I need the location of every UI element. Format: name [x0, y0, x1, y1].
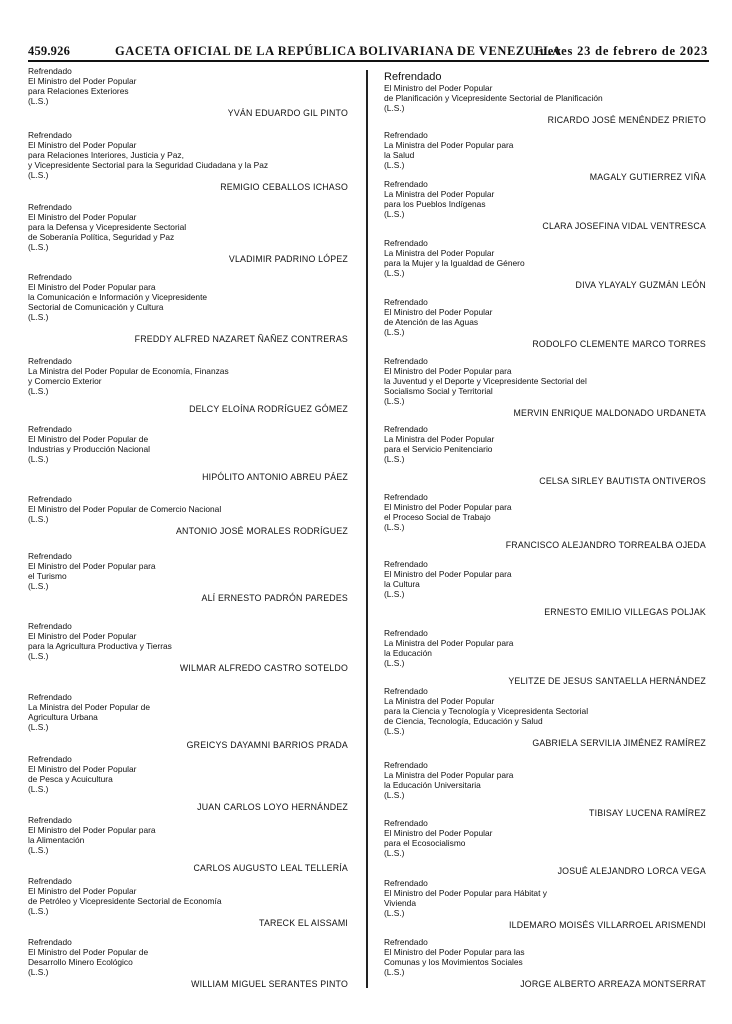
- seal-mark: (L.S.): [384, 267, 405, 278]
- refrendado-label: Refrendado: [384, 559, 428, 569]
- signatory-name: ALÍ ERNESTO PADRÓN PAREDES: [201, 592, 348, 603]
- refrendado-label: Refrendado: [384, 179, 428, 189]
- refrendo-entry: [28, 622, 348, 674]
- seal-mark: (L.S.): [28, 241, 49, 252]
- ministry-line: El Ministro del Poder Popular de: [28, 433, 149, 444]
- ministry-line: la Comunicación e Información y Vicepresidente: [28, 291, 208, 302]
- ministry-line: la Salud: [384, 149, 415, 160]
- ministry-line: la Juventud y el Deporte y Vicepresidente Sectorial del: [384, 375, 587, 386]
- issue-date: Jueves 23 de febrero de 2023: [532, 44, 708, 58]
- ministry-line: de Pesca y Acuicultura: [28, 773, 113, 784]
- refrendo-entry: [384, 425, 706, 487]
- ministry-line: la Cultura: [384, 578, 420, 589]
- refrendado-label: Refrendado: [28, 937, 72, 947]
- ministry-line: El Ministro del Poder Popular de: [28, 946, 149, 957]
- seal-mark: (L.S.): [28, 844, 49, 855]
- refrendo-entry: [384, 761, 706, 819]
- ministry-line: El Ministro del Poder Popular: [28, 763, 137, 774]
- refrendo-entry: [384, 239, 706, 291]
- signatory-name: DELCY ELOÍNA RODRÍGUEZ GÓMEZ: [189, 403, 348, 414]
- signatory-name: YVÁN EDUARDO GIL PINTO: [227, 107, 348, 118]
- refrendado-label: Refrendado: [384, 297, 428, 307]
- ministry-line: de Soberanía Política, Seguridad y Paz: [28, 231, 175, 242]
- signatory-name: REMIGIO CEBALLOS ICHASO: [220, 181, 348, 192]
- page-number: 459.926: [28, 44, 71, 58]
- seal-mark: (L.S.): [28, 650, 49, 661]
- refrendado-label: Refrendado: [28, 692, 72, 702]
- ministry-line: El Ministro del Poder Popular de Comercio Nacional: [28, 503, 222, 514]
- seal-mark: (L.S.): [28, 95, 49, 106]
- ministry-line: de Ciencia, Tecnología, Educación y Salud: [384, 715, 543, 726]
- refrendado-label: Refrendado: [384, 356, 428, 366]
- refrendo-entry: [28, 67, 348, 119]
- refrendo-entry: [384, 180, 706, 232]
- ministry-line: El Ministro del Poder Popular para Hábitat y: [384, 887, 547, 898]
- seal-mark: (L.S.): [384, 789, 405, 800]
- ministry-line: el Proceso Social de Trabajo: [384, 511, 491, 522]
- signatory-name: HIPÓLITO ANTONIO ABREU PÁEZ: [202, 471, 348, 482]
- signatory-name: YELITZE DE JESUS SANTAELLA HERNÁNDEZ: [508, 675, 706, 686]
- signatory-name: CARLOS AUGUSTO LEAL TELLERÍA: [193, 862, 348, 873]
- refrendado-label: Refrendado: [28, 424, 72, 434]
- ministry-line: para la Agricultura Productiva y Tierras: [28, 640, 172, 651]
- signatory-name: DIVA YLAYALY GUZMÁN LEÓN: [575, 279, 706, 290]
- signatory-name: WILMAR ALFREDO CASTRO SOTELDO: [179, 662, 348, 673]
- signatory-name: RICARDO JOSÉ MENÉNDEZ PRIETO: [547, 114, 706, 125]
- ministry-line: La Ministra del Poder Popular para: [384, 769, 514, 780]
- refrendo-entry: [384, 493, 706, 551]
- seal-mark: (L.S.): [384, 208, 405, 219]
- signatory-name: MAGALY GUTIERREZ VIÑA: [589, 171, 706, 182]
- seal-mark: (L.S.): [28, 169, 49, 180]
- refrendo-entry: [384, 879, 706, 931]
- seal-mark: (L.S.): [28, 453, 49, 464]
- ministry-line: y Comercio Exterior: [28, 375, 102, 386]
- refrendado-label: Refrendado: [28, 551, 72, 561]
- refrendo-entry: [28, 203, 348, 264]
- signatory-name: TARECK EL AISSAMI: [259, 917, 348, 928]
- seal-mark: (L.S.): [384, 725, 405, 736]
- ministry-line: para Relaciones Interiores, Justicia y Paz,: [28, 149, 184, 160]
- ministry-line: Vivienda: [384, 897, 416, 908]
- ministry-line: La Ministra del Poder Popular: [384, 695, 495, 706]
- ministry-line: la Educación: [384, 647, 432, 658]
- refrendado-label: Refrendado: [384, 628, 428, 638]
- ministry-line: La Ministra del Poder Popular de Economía, Finanzas: [28, 365, 229, 376]
- refrendo-entry: [384, 938, 706, 990]
- ministry-line: de Atención de las Aguas: [384, 316, 479, 327]
- refrendo-entry: [28, 552, 348, 604]
- seal-mark: (L.S.): [384, 657, 405, 668]
- seal-mark: (L.S.): [28, 311, 49, 322]
- ministry-line: El Ministro del Poder Popular: [28, 75, 137, 86]
- refrendado-label: Refrendado: [384, 71, 442, 83]
- seal-mark: (L.S.): [384, 966, 405, 977]
- signatory-name: ERNESTO EMILIO VILLEGAS POLJAK: [544, 606, 706, 617]
- seal-mark: (L.S.): [384, 395, 405, 406]
- refrendado-label: Refrendado: [384, 760, 428, 770]
- refrendado-label: Refrendado: [28, 815, 72, 825]
- seal-mark: (L.S.): [384, 453, 405, 464]
- seal-mark: (L.S.): [28, 905, 49, 916]
- seal-mark: (L.S.): [384, 159, 405, 170]
- refrendado-label: Refrendado: [384, 130, 428, 140]
- ministry-line: El Ministro del Poder Popular para: [384, 501, 512, 512]
- refrendado-label: Refrendado: [28, 876, 72, 886]
- signatory-name: GREICYS DAYAMNI BARRIOS PRADA: [186, 739, 348, 750]
- ministry-line: Socialismo Social y Territorial: [384, 385, 493, 396]
- ministry-line: El Ministro del Poder Popular: [28, 211, 137, 222]
- signatory-name: VLADIMIR PADRINO LÓPEZ: [228, 253, 348, 264]
- gazette-title: GACETA OFICIAL DE LA REPÚBLICA BOLIVARIANA DE VENEZUELA: [115, 44, 562, 58]
- seal-mark: (L.S.): [28, 721, 49, 732]
- seal-mark: (L.S.): [384, 907, 405, 918]
- signatory-name: ILDEMARO MOISÉS VILLARROEL ARISMENDI: [508, 919, 706, 930]
- signatory-name: ANTONIO JOSÉ MORALES RODRÍGUEZ: [175, 525, 348, 536]
- seal-mark: (L.S.): [28, 580, 49, 591]
- signatory-name: RODOLFO CLEMENTE MARCO TORRES: [532, 338, 706, 349]
- refrendo-entry: [384, 71, 706, 126]
- refrendado-label: Refrendado: [28, 356, 72, 366]
- refrendado-label: Refrendado: [28, 66, 72, 76]
- refrendo-entry: [384, 357, 706, 418]
- ministry-line: para la Ciencia y Tecnología y Vicepresidenta Sectorial: [384, 705, 589, 716]
- refrendado-label: Refrendado: [384, 878, 428, 888]
- refrendado-label: Refrendado: [384, 937, 428, 947]
- ministry-line: El Ministro del Poder Popular: [384, 827, 493, 838]
- ministry-line: El Ministro del Poder Popular: [28, 139, 137, 150]
- refrendo-entry: [384, 687, 706, 748]
- signatory-name: JOSUÉ ALEJANDRO LORCA VEGA: [557, 865, 706, 876]
- ministry-line: Comunas y los Movimientos Sociales: [384, 956, 523, 967]
- signatory-name: FRANCISCO ALEJANDRO TORREALBA OJEDA: [505, 539, 706, 550]
- signatory-name: CLARA JOSEFINA VIDAL VENTRESCA: [542, 220, 706, 231]
- seal-mark: (L.S.): [28, 966, 49, 977]
- ministry-line: El Ministro del Poder Popular para: [28, 281, 156, 292]
- ministry-line: El Ministro del Poder Popular: [28, 885, 137, 896]
- ministry-line: El Ministro del Poder Popular para: [28, 824, 156, 835]
- refrendado-label: Refrendado: [28, 202, 72, 212]
- refrendo-entry: [28, 273, 348, 344]
- header-rule: [28, 60, 709, 62]
- refrendo-entry: [28, 877, 348, 929]
- ministry-line: para la Defensa y Vicepresidente Sectorial: [28, 221, 187, 232]
- refrendado-label: Refrendado: [28, 130, 72, 140]
- ministry-line: El Ministro del Poder Popular para: [384, 568, 512, 579]
- ministry-line: Industrias y Producción Nacional: [28, 443, 150, 454]
- ministry-line: y Vicepresidente Sectorial para la Seguridad Ciudadana y la Paz: [28, 159, 269, 170]
- refrendo-entry: [28, 755, 348, 813]
- refrendado-label: Refrendado: [28, 754, 72, 764]
- refrendo-entry: [28, 816, 348, 874]
- refrendo-entry: [28, 357, 348, 415]
- column-divider: [366, 70, 368, 988]
- seal-mark: (L.S.): [384, 588, 405, 599]
- seal-mark: (L.S.): [28, 385, 49, 396]
- ministry-line: El Ministro del Poder Popular para: [384, 365, 512, 376]
- seal-mark: (L.S.): [384, 521, 405, 532]
- refrendado-label: Refrendado: [384, 818, 428, 828]
- ministry-line: la Alimentación: [28, 834, 85, 845]
- ministry-line: La Ministra del Poder Popular para: [384, 637, 514, 648]
- ministry-line: El Ministro del Poder Popular: [28, 630, 137, 641]
- refrendo-entry: [384, 629, 706, 687]
- refrendado-label: Refrendado: [384, 238, 428, 248]
- ministry-line: para Relaciones Exteriores: [28, 85, 129, 96]
- refrendo-entry: [28, 938, 348, 990]
- ministry-line: El Ministro del Poder Popular: [384, 83, 493, 93]
- refrendado-label: Refrendado: [28, 272, 72, 282]
- signatory-name: TIBISAY LUCENA RAMÍREZ: [589, 807, 706, 818]
- ministry-line: para el Ecosocialismo: [384, 837, 466, 848]
- ministry-line: Agricultura Urbana: [28, 711, 98, 722]
- refrendo-entry: [28, 425, 348, 483]
- refrendo-entry: [384, 560, 706, 618]
- ministry-line: la Educación Universitaria: [384, 779, 481, 790]
- ministry-line: La Ministra del Poder Popular para: [384, 139, 514, 150]
- refrendo-entry: [28, 131, 348, 192]
- refrendo-entry: [384, 819, 706, 877]
- signatory-name: GABRIELA SERVILIA JIMÉNEZ RAMÍREZ: [532, 737, 706, 748]
- ministry-line: La Ministra del Poder Popular: [384, 247, 495, 258]
- refrendo-entry: [28, 693, 348, 751]
- signatory-name: JORGE ALBERTO ARREAZA MONTSERRAT: [520, 978, 706, 989]
- ministry-line: para el Servicio Penitenciario: [384, 443, 493, 454]
- seal-mark: (L.S.): [384, 326, 405, 337]
- ministry-line: de Petróleo y Vicepresidente Sectorial de Economía: [28, 895, 222, 906]
- seal-mark: (L.S.): [28, 783, 49, 794]
- page-header: [28, 44, 708, 60]
- refrendado-label: Refrendado: [28, 621, 72, 631]
- seal-mark: (L.S.): [384, 847, 405, 858]
- signatory-name: MERVIN ENRIQUE MALDONADO URDANETA: [513, 407, 706, 418]
- ministry-line: de Planificación y Vicepresidente Sectorial de Planificación: [384, 92, 603, 103]
- refrendado-label: Refrendado: [28, 494, 72, 504]
- ministry-line: Sectorial de Comunicación y Cultura: [28, 301, 164, 312]
- ministry-line: La Ministra del Poder Popular de: [28, 701, 150, 712]
- refrendado-label: Refrendado: [384, 424, 428, 434]
- signatory-name: JUAN CARLOS LOYO HERNÁNDEZ: [197, 801, 348, 812]
- refrendado-label: Refrendado: [384, 492, 428, 502]
- signatory-name: CELSA SIRLEY BAUTISTA ONTIVEROS: [539, 475, 706, 486]
- ministry-line: La Ministra del Poder Popular: [384, 433, 495, 444]
- refrendado-label: Refrendado: [384, 686, 428, 696]
- ministry-line: El Ministro del Poder Popular para: [28, 560, 156, 571]
- ministry-line: para los Pueblos Indígenas: [384, 198, 486, 209]
- ministry-line: para la Mujer y la Igualdad de Género: [384, 257, 525, 268]
- refrendo-entry: [384, 298, 706, 350]
- signatory-name: WILLIAM MIGUEL SERANTES PINTO: [191, 978, 348, 989]
- ministry-line: el Turismo: [28, 570, 67, 581]
- refrendo-entry: [384, 131, 706, 183]
- ministry-line: El Ministro del Poder Popular: [384, 306, 493, 317]
- refrendo-entry: [28, 495, 348, 537]
- seal-mark: (L.S.): [384, 102, 405, 113]
- ministry-line: La Ministra del Poder Popular: [384, 188, 495, 199]
- signatory-name: FREDDY ALFRED NAZARET ÑAÑEZ CONTRERAS: [134, 333, 348, 344]
- ministry-line: El Ministro del Poder Popular para las: [384, 946, 525, 957]
- seal-mark: (L.S.): [28, 513, 49, 524]
- ministry-line: Desarrollo Minero Ecológico: [28, 956, 133, 967]
